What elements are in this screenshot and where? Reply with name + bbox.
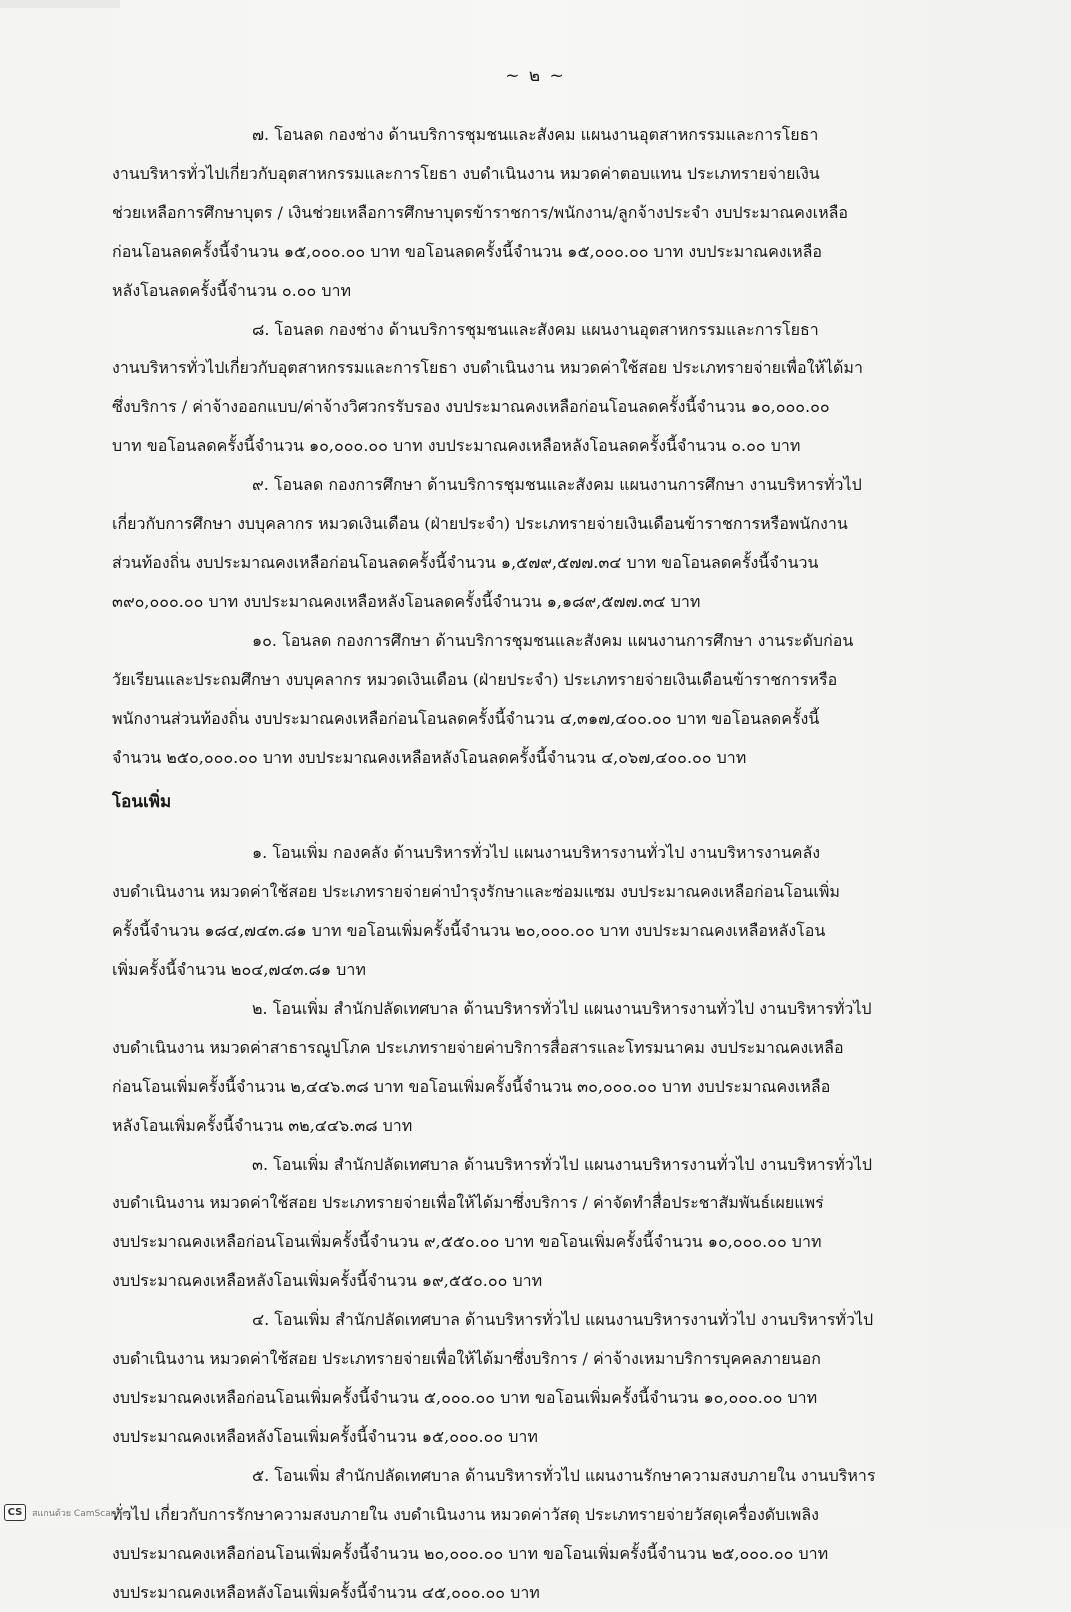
budget-item-line: งบประมาณคงเหลือก่อนโอนเพิ่มครั้งนี้จำนวน ๒๐,๐๐๐.๐๐ บาท ขอโอนเพิ่มครั้งนี้จำนวน ๒๕,๐๐๐.๐๐ บาท (112, 1543, 829, 1563)
budget-item-line: ๓. โอนเพิ่ม สำนักปลัดเทศบาล ด้านบริหารทั่วไป แผนงานบริหารงานทั่วไป งานบริหารทั่วไป (252, 1154, 872, 1174)
camscanner-logo-icon: CS (4, 1504, 26, 1521)
budget-item (112, 466, 960, 622)
page-number: ~ ๒ ~ (505, 66, 566, 86)
budget-item-line: ทั่วไป เกี่ยวกับการรักษาความสงบภายใน งบดำเนินงาน หมวดค่าวัสดุ ประเภทรายจ่ายวัสดุเครื่องดับเพลิง (112, 1504, 819, 1524)
budget-item-line: ก่อนโอนเพิ่มครั้งนี้จำนวน ๒,๔๔๖.๓๘ บาท ขอโอนเพิ่มครั้งนี้จำนวน ๓๐,๐๐๐.๐๐ บาท งบประมาณคงเหลือ (112, 1076, 831, 1096)
budget-item-line: เกี่ยวกับการศึกษา งบบุคลากร หมวดเงินเดือน (ฝ่ายประจำ) ประเภทรายจ่ายเงินเดือนข้าราชการหรือพนักงาน (112, 514, 848, 534)
budget-item-line: วัยเรียนและประถมศึกษา งบบุคลากร หมวดเงินเดือน (ฝ่ายประจำ) ประเภทรายจ่ายเงินเดือนข้าราชการหรือ (112, 669, 838, 689)
budget-item-line: ๗. โอนลด กองช่าง ด้านบริการชุมชนและสังคม แผนงานอุตสาหกรรมและการโยธา (252, 125, 819, 144)
budget-item-line: ๔. โอนเพิ่ม สำนักปลัดเทศบาล ด้านบริหารทั่วไป แผนงานบริหารงานทั่วไป งานบริหารทั่วไป (252, 1310, 874, 1330)
budget-item-line: ๑๐. โอนลด กองการศึกษา ด้านบริการชุมชนและสังคม แผนงานการศึกษา งานระดับก่อน (252, 630, 854, 650)
budget-item-line: งานบริหารทั่วไปเกี่ยวกับอุตสาหกรรมและการโยธา งบดำเนินงาน หมวดค่าใช้สอย ประเภทรายจ่ายเพื่อให้ได้มา (112, 358, 863, 378)
budget-item (112, 834, 960, 990)
budget-item-line: งบประมาณคงเหลือก่อนโอนเพิ่มครั้งนี้จำนวน ๕,๐๐๐.๐๐ บาท ขอโอนเพิ่มครั้งนี้จำนวน ๑๐,๐๐๐.๐๐ บาท (112, 1388, 818, 1407)
budget-item-line: ซึ่งบริการ / ค่าจ้างออกแบบ/ค่าจ้างวิศวกรรับรอง งบประมาณคงเหลือก่อนโอนลดครั้งนี้จำนวน ๑๐,๐๐๐.๐๐ (112, 397, 830, 417)
budget-item-line: งบดำเนินงาน หมวดค่าใช้สอย ประเภทรายจ่ายค่าบำรุงรักษาและซ่อมแซม งบประมาณคงเหลือก่อนโอนเพิ่ม (112, 882, 840, 902)
budget-item-line: ๕. โอนเพิ่ม สำนักปลัดเทศบาล ด้านบริหารทั่วไป แผนงานรักษาความสงบภายใน งานบริหาร (252, 1465, 876, 1485)
budget-item (112, 1146, 960, 1302)
budget-item-line: งบดำเนินงาน หมวดค่าใช้สอย ประเภทรายจ่ายเพื่อให้ได้มาซึ่งบริการ / ค่าจ้างเหมาบริการบุคคลภายนอก (112, 1349, 821, 1369)
budget-item (112, 1301, 960, 1457)
budget-item-line: พนักงานส่วนท้องถิ่น งบประมาณคงเหลือก่อนโอนลดครั้งนี้จำนวน ๔,๓๑๗,๔๐๐.๐๐ บาท ขอโอนลดครั้งนี้ (112, 708, 820, 728)
budget-item-line: เพิ่มครั้งนี้จำนวน ๒๐๔,๗๔๓.๘๑ บาท (112, 960, 366, 980)
budget-item-line: ก่อนโอนลดครั้งนี้จำนวน ๑๕,๐๐๐.๐๐ บาท ขอโอนลดครั้งนี้จำนวน ๑๕,๐๐๐.๐๐ บาท งบประมาณคงเหลือ (112, 241, 823, 261)
budget-item-line: หลังโอนเพิ่มครั้งนี้จำนวน ๓๒,๔๔๖.๓๘ บาท (112, 1115, 413, 1135)
budget-item (112, 311, 960, 467)
budget-item-line: ครั้งนี้จำนวน ๑๘๔,๗๔๓.๘๑ บาท ขอโอนเพิ่มครั้งนี้จำนวน ๒๐,๐๐๐.๐๐ บาท งบประมาณคงเหลือหลังโอน (112, 921, 826, 941)
budget-item-line: จำนวน ๒๕๐,๐๐๐.๐๐ บาท งบประมาณคงเหลือหลังโอนลดครั้งนี้จำนวน ๔,๐๖๗,๔๐๐.๐๐ บาท (112, 747, 747, 767)
budget-item-line: ๙. โอนลด กองการศึกษา ด้านบริการชุมชนและสังคม แผนงานการศึกษา งานบริหารทั่วไป (252, 475, 862, 495)
scan-edge-mark (0, 0, 120, 8)
budget-item-line: บาท ขอโอนลดครั้งนี้จำนวน ๑๐,๐๐๐.๐๐ บาท งบประมาณคงเหลือหลังโอนลดครั้งนี้จำนวน ๐.๐๐ บาท (112, 436, 801, 456)
section-heading: โอนเพิ่ม (112, 792, 172, 813)
budget-item (112, 990, 960, 1146)
budget-item-line: ๘. โอนลด กองช่าง ด้านบริการชุมชนและสังคม แผนงานอุตสาหกรรมและการโยธา (252, 319, 819, 339)
budget-item-line: ๓๙๐,๐๐๐.๐๐ บาท งบประมาณคงเหลือหลังโอนลดครั้งนี้จำนวน ๑,๑๘๙,๕๗๗.๓๔ บาท (112, 591, 701, 611)
budget-item-line: งบประมาณคงเหลือหลังโอนเพิ่มครั้งนี้จำนวน ๑๙,๕๕๐.๐๐ บาท (112, 1271, 543, 1291)
budget-item-line: งานบริหารทั่วไปเกี่ยวกับอุตสาหกรรมและการโยธา งบดำเนินงาน หมวดค่าตอบแทน ประเภทรายจ่ายเงิน (112, 163, 820, 183)
budget-item-line: ๑. โอนเพิ่ม กองคลัง ด้านบริหารทั่วไป แผนงานบริหารงานทั่วไป งานบริหารงานคลัง (252, 843, 821, 863)
budget-item (112, 116, 960, 311)
budget-item-line: ๒. โอนเพิ่ม สำนักปลัดเทศบาล ด้านบริหารทั่วไป แผนงานบริหารงานทั่วไป งานบริหารทั่วไป (252, 998, 872, 1018)
budget-item-line: ช่วยเหลือการศึกษาบุตร / เงินช่วยเหลือการศึกษาบุตรข้าราชการ/พนักงาน/ลูกจ้างประจำ งบประมาณคงเหลือ (112, 202, 849, 222)
document-body (112, 116, 960, 1612)
budget-item-line: ส่วนท้องถิ่น งบประมาณคงเหลือก่อนโอนลดครั้งนี้จำนวน ๑,๕๗๙,๕๗๗.๓๔ บาท ขอโอนลดครั้งนี้จำนวน (112, 552, 819, 572)
budget-item-line: งบประมาณคงเหลือก่อนโอนเพิ่มครั้งนี้จำนวน ๙,๕๕๐.๐๐ บาท ขอโอนเพิ่มครั้งนี้จำนวน ๑๐,๐๐๐.๐๐ บาท (112, 1232, 822, 1252)
scanner-footer (4, 1504, 131, 1521)
budget-item-line: งบดำเนินงาน หมวดค่าใช้สอย ประเภทรายจ่ายเพื่อให้ได้มาซึ่งบริการ / ค่าจัดทำสื่อประชาสัมพันธ์เผยแพร่ (112, 1193, 824, 1213)
budget-item-line: งบประมาณคงเหลือหลังโอนเพิ่มครั้งนี้จำนวน ๔๕,๐๐๐.๐๐ บาท (112, 1582, 540, 1602)
budget-item-line: งบประมาณคงเหลือหลังโอนเพิ่มครั้งนี้จำนวน ๑๕,๐๐๐.๐๐ บาท (112, 1426, 538, 1446)
budget-item-line: หลังโอนลดครั้งนี้จำนวน ๐.๐๐ บาท (112, 280, 352, 300)
scanner-footer-text: สแกนด้วย CamScanner (32, 1508, 132, 1519)
increase-items-list (112, 834, 960, 1612)
reduce-items-list (112, 116, 960, 777)
budget-item-line: งบดำเนินงาน หมวดค่าสาธารณูปโภค ประเภทรายจ่ายค่าบริการสื่อสารและโทรมนาคม งบประมาณคงเหลือ (112, 1037, 844, 1057)
budget-item (112, 1457, 960, 1612)
budget-item (112, 622, 960, 778)
